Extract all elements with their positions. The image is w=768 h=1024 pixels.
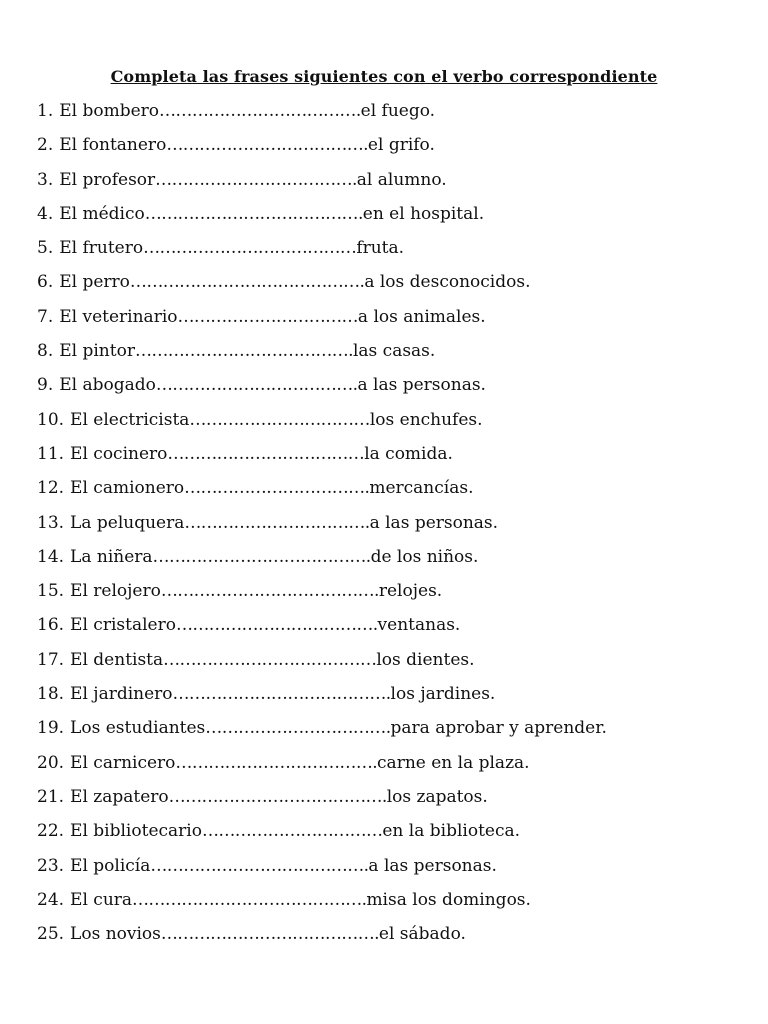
item-subject: El abogado — [59, 375, 156, 396]
item-subject: El camionero — [70, 478, 185, 499]
item-blank-leader: ………………………………. — [175, 615, 378, 636]
exercise-item — [37, 750, 607, 784]
item-blank-leader: ………………………………… — [163, 649, 377, 670]
exercise-item — [37, 510, 607, 544]
item-blank-leader: ………………………………… — [143, 238, 357, 259]
item-number: 20. — [37, 752, 65, 773]
item-ending: en la biblioteca. — [382, 821, 521, 842]
item-number: 18. — [37, 684, 65, 705]
item-number: 23. — [37, 855, 65, 876]
item-number: 21. — [37, 786, 65, 807]
exercise-item — [37, 235, 607, 269]
item-blank-leader: …………………………………. — [160, 581, 379, 602]
item-number: 8. — [37, 341, 54, 362]
item-blank-leader: ……………………………. — [184, 512, 370, 533]
item-subject: Los estudiantes — [70, 718, 206, 739]
item-number: 24. — [37, 889, 65, 910]
item-blank-leader: ……………………………. — [205, 718, 391, 739]
item-blank-leader: ……………………………………. — [132, 889, 367, 910]
item-ending: ventanas. — [377, 615, 461, 636]
item-ending: al alumno. — [356, 169, 447, 190]
item-subject: El bibliotecario — [70, 821, 202, 842]
item-subject: El médico — [59, 203, 145, 224]
item-blank-leader: ……………………………. — [184, 478, 370, 499]
exercise-item — [37, 853, 607, 887]
item-blank-leader: …………………………………. — [150, 855, 369, 876]
item-ending: a las personas. — [368, 855, 497, 876]
item-ending: a los animales. — [357, 306, 486, 327]
item-subject: El bombero — [59, 101, 160, 121]
item-subject: El pintor — [59, 341, 135, 362]
item-subject: El cristalero — [70, 615, 176, 636]
item-ending: en el hospital. — [362, 203, 485, 224]
exercise-item — [37, 132, 607, 166]
item-ending: para aprobar y aprender. — [390, 718, 607, 739]
exercise-item — [37, 475, 607, 509]
item-ending: carne en la plaza. — [377, 752, 530, 773]
item-number: 9. — [37, 375, 54, 396]
exercise-item — [37, 372, 607, 406]
item-blank-leader: ………………………………. — [166, 135, 368, 156]
item-ending: los dientes. — [376, 649, 475, 670]
exercise-item — [37, 578, 607, 612]
exercise-item — [37, 98, 607, 132]
item-number: 10. — [37, 409, 65, 430]
item-blank-leader: …………………………………. — [160, 924, 379, 945]
item-ending: fruta. — [356, 238, 405, 259]
exercise-item — [37, 201, 607, 235]
item-subject: El jardinero — [70, 684, 173, 705]
item-ending: los jardines. — [390, 684, 496, 705]
exercise-item — [37, 304, 607, 338]
item-blank-leader: …………………………………. — [168, 786, 387, 807]
item-ending: los zapatos. — [386, 786, 488, 807]
item-subject: La niñera — [70, 546, 153, 567]
item-number: 17. — [37, 649, 65, 670]
exercise-item — [37, 407, 607, 441]
item-blank-leader: ……………………………………. — [129, 272, 365, 293]
item-blank-leader: ……………………………… — [167, 443, 365, 464]
item-ending: relojes. — [378, 581, 443, 602]
item-number: 13. — [37, 512, 65, 533]
exercise-item — [37, 921, 607, 955]
item-number: 19. — [37, 718, 65, 739]
item-ending: misa los domingos. — [366, 889, 531, 910]
item-ending: de los niños. — [370, 546, 479, 567]
item-number: 22. — [37, 821, 65, 842]
exercise-item — [37, 544, 607, 578]
exercise-item — [37, 269, 607, 303]
item-ending: el fuego. — [360, 101, 436, 121]
item-subject: El fontanero — [59, 135, 167, 156]
item-subject: El electricista — [70, 409, 190, 430]
exercise-list — [37, 98, 607, 955]
item-ending: los enchufes. — [369, 409, 483, 430]
exercise-item — [37, 681, 607, 715]
item-blank-leader: …………………………………. — [172, 684, 391, 705]
exercise-item — [37, 612, 607, 646]
item-blank-leader: ………………………………. — [155, 375, 358, 396]
item-number: 11. — [37, 443, 65, 464]
item-blank-leader: …………………………………. — [152, 546, 371, 567]
item-blank-leader: …………………………………. — [134, 341, 353, 362]
item-number: 1. — [37, 101, 54, 121]
item-number: 7. — [37, 306, 54, 327]
item-number: 12. — [37, 478, 65, 499]
item-ending: a las personas. — [357, 375, 486, 396]
item-ending: a las personas. — [369, 512, 499, 533]
item-blank-leader: ………………………………. — [155, 169, 357, 190]
item-blank-leader: ………………………………. — [159, 101, 361, 121]
item-ending: el sábado. — [378, 924, 466, 945]
item-subject: El perro — [59, 272, 130, 293]
exercise-item — [37, 647, 607, 681]
exercise-item — [37, 167, 607, 201]
worksheet-title: Completa las frases siguientes con el verbo correspondiente — [110, 67, 658, 86]
item-subject: El policía — [70, 855, 151, 876]
item-blank-leader: …………………………………. — [144, 203, 363, 224]
item-subject: El zapatero — [70, 786, 169, 807]
exercise-item — [37, 818, 607, 852]
item-number: 25. — [37, 924, 65, 945]
item-subject: El cocinero — [70, 443, 168, 464]
item-subject: El carnicero — [70, 752, 176, 773]
item-ending: mercancías. — [369, 478, 474, 499]
item-number: 14. — [37, 546, 65, 567]
item-number: 6. — [37, 272, 54, 293]
item-subject: El veterinario — [59, 306, 178, 327]
item-subject: La peluquera — [70, 512, 185, 533]
item-subject: El dentista — [70, 649, 164, 670]
item-number: 3. — [37, 169, 54, 190]
item-blank-leader: …………………………… — [177, 306, 358, 327]
exercise-item — [37, 887, 607, 921]
item-number: 4. — [37, 203, 54, 224]
item-subject: El cura — [70, 889, 133, 910]
item-blank-leader: ………………………………. — [175, 752, 378, 773]
item-number: 15. — [37, 581, 65, 602]
exercise-item — [37, 338, 607, 372]
item-number: 5. — [37, 238, 54, 259]
item-blank-leader: …………………………… — [189, 409, 370, 430]
item-ending: el grifo. — [367, 135, 435, 156]
exercise-item — [37, 441, 607, 475]
exercise-item — [37, 784, 607, 818]
item-subject: El frutero — [59, 238, 144, 259]
item-subject: El relojero — [70, 581, 161, 602]
item-blank-leader: …………………………… — [201, 821, 383, 842]
item-ending: la comida. — [364, 443, 453, 464]
item-subject: El profesor — [59, 169, 156, 190]
item-number: 2. — [37, 135, 54, 156]
item-number: 16. — [37, 615, 65, 636]
item-ending: a los desconocidos. — [364, 272, 531, 293]
item-ending: las casas. — [352, 341, 436, 362]
exercise-item — [37, 715, 607, 749]
item-subject: Los novios — [70, 924, 161, 945]
